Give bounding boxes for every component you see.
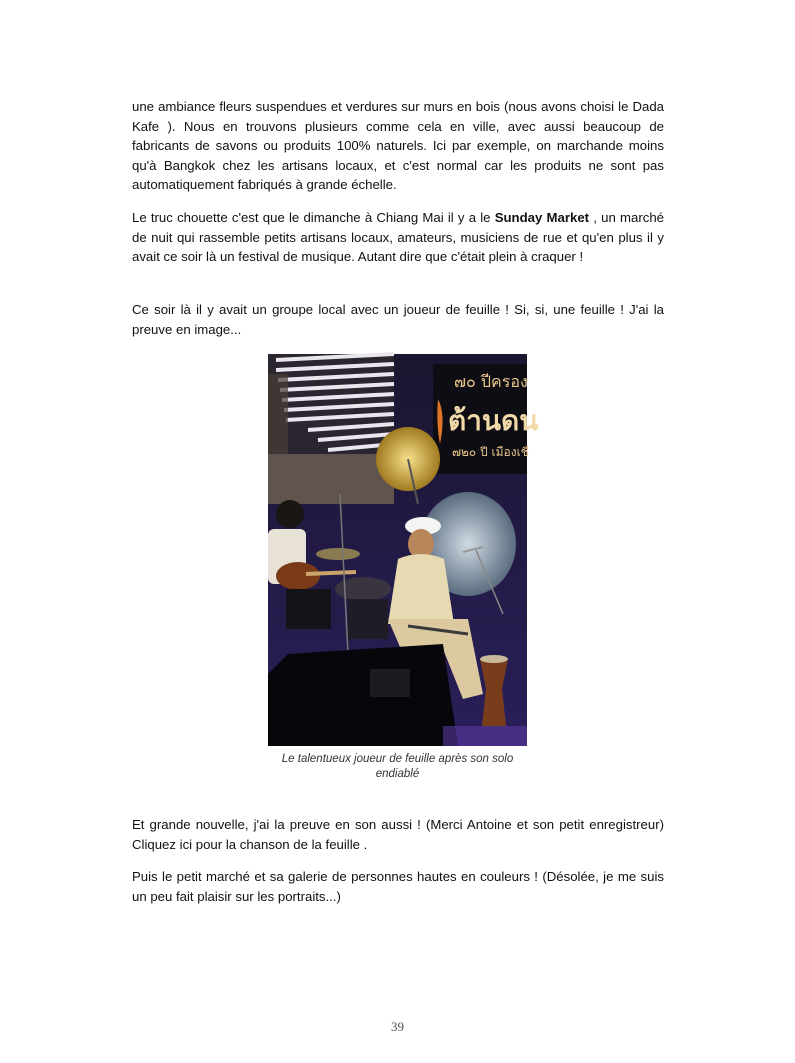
photo-caption: Le talentueux joueur de feuille après son solo endiablé — [281, 753, 514, 780]
concert-photo-illustration — [268, 354, 539, 746]
page-number: 39 — [391, 1019, 404, 1034]
paragraph-leaf-player: Ce soir là il y avait un groupe local avec un joueur de feuille ! Si, si, une feuille ! J'ai la preuve en image... — [132, 302, 664, 337]
banner-line-1: ๗๐ ปีครอง — [454, 372, 528, 391]
paragraph-gallery: Puis le petit marché et sa galerie de personnes hautes en couleurs ! (Désolée, je me suis un peu fait plaisir sur les portraits...) — [132, 869, 664, 904]
banner-line-2: ต้านดน — [448, 404, 539, 437]
paragraph-sunday-market — [132, 208, 664, 267]
paragraph-audio: Et grande nouvelle, j'ai la preuve en son aussi ! (Merci Antoine et son petit enregistreur) Cliquez ici pour la chanson de la feuille . — [132, 817, 664, 852]
paragraph-text: , un marché de nuit qui rassemble petits artisans locaux, amateurs, musiciens de rue et qu'en plus il y avait ce soir là un festival de musique. Autant dire que c'était plein à craquer ! — [132, 210, 664, 265]
sunday-market-bold: Sunday Market — [494, 210, 590, 225]
paragraph-text: Le truc chouette c'est que le dimanche à Chiang Mai il y a le — [132, 210, 495, 225]
concert-photo — [268, 354, 539, 746]
paragraph-dada-kafe: une ambiance fleurs suspendues et verdures sur murs en bois (nous avons choisi le Dada Kafe ). Nous en trouvons plusieurs comme cela en ville, avec aussi beaucoup de fabricants de savons ou produits 100% naturels. Ici par exemple, on marchande moins qu'à Bangkok chez les artisans locaux, et c'est normal car les produits ne sont pas automatiquement fabriqués à grande échelle. — [132, 99, 664, 193]
banner-line-3: ๗๒๐ ปี เมืองเชี — [452, 445, 529, 459]
